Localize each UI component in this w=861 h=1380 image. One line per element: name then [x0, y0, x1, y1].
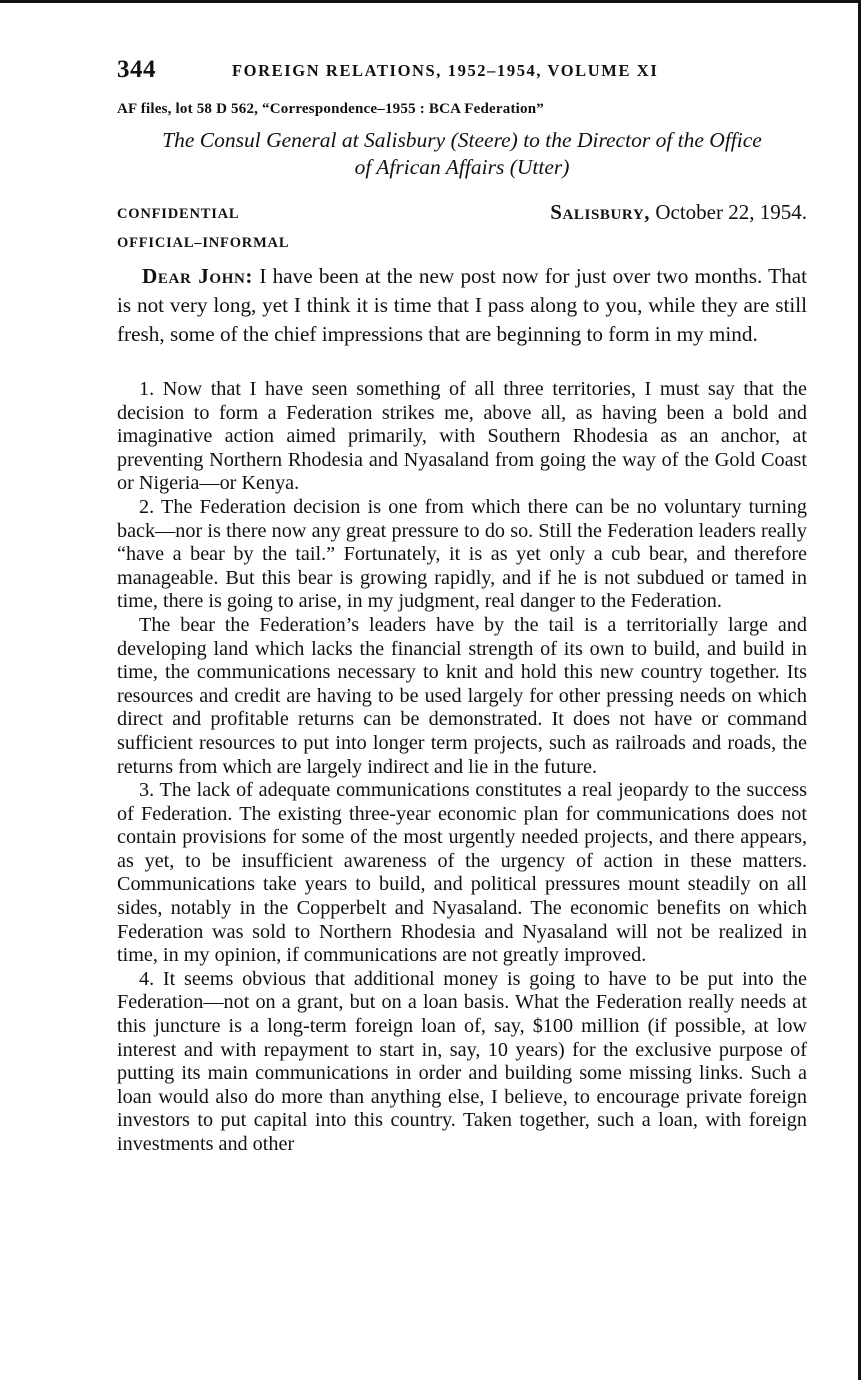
paragraph-1: 1. Now that I have seen something of all three territories, I must say that the decision to form a Federation strikes me, above all, as having been a bold and imaginative action aimed primarily, with Southern Rhodesia as an anchor, at preventing Northern Rhodesia and Nyasaland from going the way of the Gold Coast or Nigeria—or Kenya. — [117, 378, 807, 495]
paragraph-3: 3. The lack of adequate communications constitutes a real jeopardy to the success of Federation. The existing three-year economic plan for communications does not contain provisions for some of the most urgently needed projects, and there appears, as yet, to be insufficient awareness of the urgency of action in these matters. Communications take years to build, and political pressures mount steadily on all sides, notably in the Copperbelt and Nyasaland. The economic benefits on which Federation was sold to Northern Rhodesia and Nyasaland will not be realized in time, in my opinion, if communications are not greatly improved. — [117, 779, 807, 967]
source-citation: AF files, lot 58 D 562, “Correspondence–1955 : BCA Federation” — [117, 101, 544, 117]
paragraph-2: 2. The Federation decision is one from which there can be no voluntary turning back—nor is there now any great pressure to do so. Still the Federation leaders really “have a bear by the tail.” Fortunately, it is as yet only a cub bear, and therefore manageable. But this bear is growing rapidly, and if he is not subdued or tamed in time, there is going to arise, in my judgment, real danger to the Federation. — [117, 495, 807, 613]
running-title: FOREIGN RELATIONS, 1952–1954, VOLUME XI — [232, 61, 659, 80]
dateline-date: October 22, 1954. — [655, 200, 807, 224]
paragraph-4: 4. It seems obvious that additional money is going to have to be put into the Federation—not on a grant, but on a loan basis. What the Federation really needs at this juncture is a long-term foreign loan of, say, $100 million (if possible, at low interest and with repayment to start in, say, 10 years) for the exclusive purpose of putting its main communications in order and building some missing links. Such a loan would also do more than anything else, I believe, to encourage private foreign investors to put capital into this country. Taken together, such a loan, with foreign investments and other — [117, 967, 807, 1155]
dateline-place: Salisbury, — [550, 200, 651, 224]
letter-body — [117, 378, 807, 1157]
opening-paragraph-text: I have been at the new post now for just over two months. That is not very long, yet I think it is time that I pass along to you, while they are still fresh, some of the chief impressions that are beginning to form in my mind. — [117, 264, 807, 346]
classification-official-informal: OFFICIAL–INFORMAL — [117, 235, 290, 251]
running-head — [117, 56, 807, 86]
page-number: 344 — [117, 56, 156, 83]
opening-paragraph — [117, 262, 807, 349]
document-heading — [117, 127, 807, 181]
heading-line-1: The Consul General at Salisbury (Steere) to the Director of the Office — [162, 128, 762, 152]
paragraph-2-continued: The bear the Federation’s leaders have by the tail is a territorially large and developing land which lacks the financial strength of its own to build, and build in time, the communications necessary to knit and hold this new country together. Its resources and credit are having to be used largely for other pressing needs on which direct and profitable returns can be demonstrated. It does not have or command sufficient resources to put into longer term projects, such as railroads and roads, the returns from which are largely indirect and lie in the future. — [117, 613, 807, 778]
classification-confidential: CONFIDENTIAL — [117, 206, 240, 222]
salutation: Dear John: — [142, 264, 254, 288]
scan-edge-top — [0, 0, 861, 3]
heading-line-2: of African Affairs (Utter) — [354, 155, 570, 179]
dateline — [550, 200, 807, 225]
